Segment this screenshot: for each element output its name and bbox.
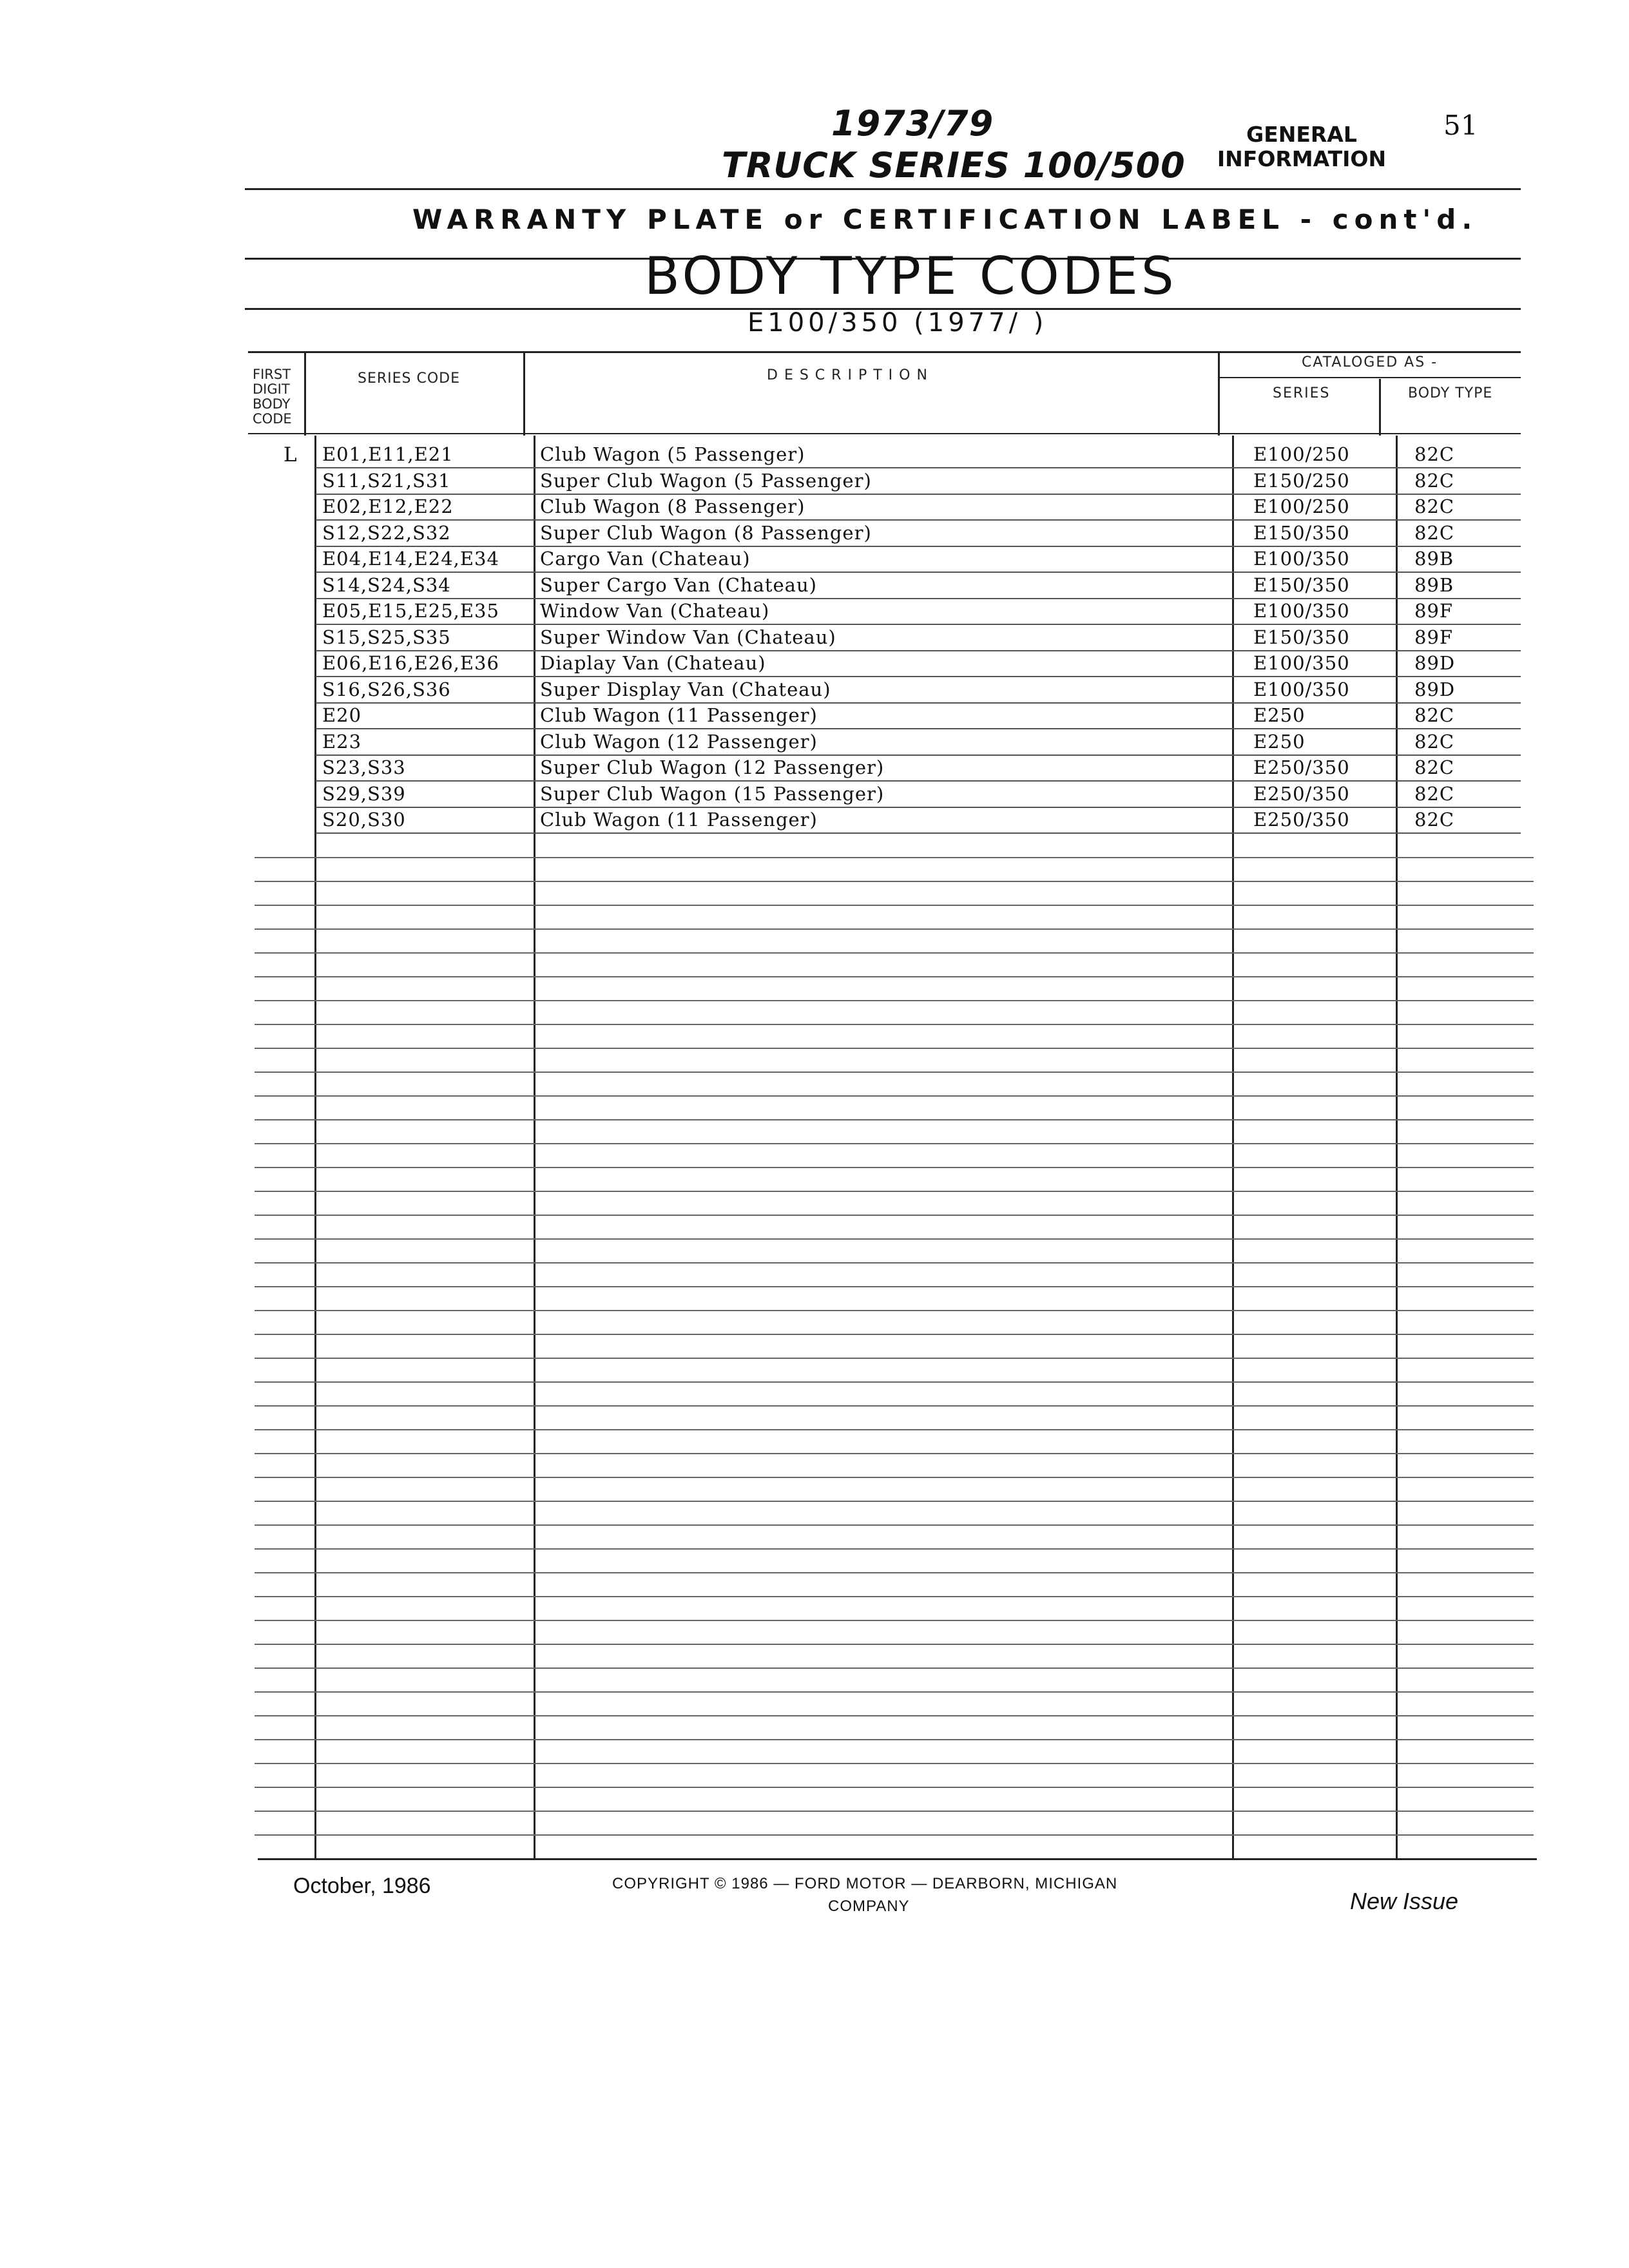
table-cell-description: Window Van (Chateau)	[540, 600, 770, 622]
series-code-header: SERIES CODE	[358, 370, 461, 387]
table-cell-description: Club Wagon (8 Passenger)	[540, 495, 805, 517]
table-cell-description: Super Club Wagon (15 Passenger)	[540, 783, 885, 805]
table-top-rule	[248, 351, 1521, 353]
table-cell-description: Club Wagon (11 Passenger)	[540, 704, 818, 726]
table-cell-series-code: S14,S24,S34	[322, 574, 451, 596]
table-cell-description: Super Cargo Van (Chateau)	[540, 574, 817, 596]
blank-rule	[255, 1596, 1534, 1597]
blank-rule	[255, 1739, 1534, 1740]
page-title: BODY TYPE CODES	[644, 246, 1177, 306]
blank-rule	[255, 1429, 1534, 1430]
blank-rule	[255, 1834, 1534, 1836]
table-cell-description: Super Window Van (Chateau)	[540, 626, 836, 648]
table-cell-series: E150/350	[1253, 522, 1350, 544]
first-digit-header-line2: DIGIT	[253, 381, 290, 397]
table-cell-series-code: E01,E11,E21	[322, 443, 454, 465]
table-cell-series-code: S12,S22,S32	[322, 522, 451, 544]
row-rule	[316, 494, 1521, 495]
blank-rule	[255, 1763, 1534, 1764]
table-cell-description: Super Display Van (Chateau)	[540, 678, 831, 700]
table-cell-series: E250/350	[1253, 783, 1350, 805]
blank-rule	[255, 1310, 1534, 1311]
table-cell-body-type: 82C	[1414, 522, 1455, 544]
first-digit-value: L	[284, 443, 297, 466]
table-cell-description: Club Wagon (11 Passenger)	[540, 809, 818, 831]
row-rule	[316, 728, 1521, 729]
table-cell-description: Cargo Van (Chateau)	[540, 548, 751, 570]
body-col-line-3	[1232, 436, 1234, 1860]
blank-rule	[255, 1095, 1534, 1097]
blank-rule	[255, 905, 1534, 906]
table-cell-description: Club Wagon (12 Passenger)	[540, 731, 818, 753]
table-cell-series-code: E20	[322, 704, 362, 726]
table-cell-series-code: S23,S33	[322, 756, 406, 778]
section-label-line2: INFORMATION	[1217, 146, 1387, 171]
first-digit-divider	[304, 353, 306, 436]
blank-rule	[255, 1191, 1534, 1192]
table-cell-series-code: E06,E16,E26,E36	[322, 652, 499, 674]
table-cell-series: E150/350	[1253, 626, 1350, 648]
table-cell-body-type: 89D	[1414, 678, 1456, 700]
table-cell-series-code: S29,S39	[322, 783, 406, 805]
years-heading: 1973/79	[831, 103, 994, 144]
table-cell-series-code: E23	[322, 731, 362, 753]
blank-rule	[255, 1691, 1534, 1693]
table-cell-series: E100/350	[1253, 678, 1350, 700]
table-cell-series: E100/350	[1253, 600, 1350, 622]
footer-date: October, 1986	[293, 1874, 431, 1898]
blank-rule	[255, 1501, 1534, 1502]
footer-company: COMPANY	[828, 1898, 910, 1915]
table-cell-body-type: 82C	[1414, 756, 1455, 778]
body-col-line-2	[534, 436, 535, 1860]
first-digit-header-line1: FIRST	[253, 367, 291, 382]
blank-rule	[255, 1453, 1534, 1454]
blank-rule	[255, 1358, 1534, 1359]
row-rule	[316, 624, 1521, 625]
body-type-header: BODY TYPE	[1408, 385, 1493, 401]
table-cell-series-code: E02,E12,E22	[322, 495, 454, 517]
table-cell-series: E250/350	[1253, 756, 1350, 778]
cataloged-rule	[1218, 377, 1521, 378]
row-rule	[316, 598, 1521, 599]
section-label-line1: GENERAL	[1246, 122, 1357, 147]
table-cell-series-code: E04,E14,E24,E34	[322, 548, 499, 570]
table-cell-body-type: 82C	[1414, 731, 1455, 753]
row-rule	[316, 467, 1521, 468]
blank-rule	[255, 1644, 1534, 1645]
blank-rule	[255, 1381, 1534, 1383]
table-cell-series-code: E05,E15,E25,E35	[322, 600, 499, 622]
blank-rule	[255, 857, 1534, 858]
table-bottom-rule	[258, 1858, 1537, 1860]
blank-rule	[255, 1048, 1534, 1049]
table-cell-series: E150/250	[1253, 470, 1350, 492]
row-rule	[316, 572, 1521, 573]
table-cell-body-type: 89D	[1414, 652, 1456, 674]
table-cell-series: E250	[1253, 731, 1306, 753]
blank-rule	[255, 952, 1534, 954]
table-cell-description: Super Club Wagon (5 Passenger)	[540, 470, 872, 492]
first-digit-header-line4: CODE	[253, 411, 292, 427]
blank-rule	[255, 1405, 1534, 1407]
table-cell-body-type: 82C	[1414, 470, 1455, 492]
row-rule	[316, 650, 1521, 651]
body-col-line-1	[314, 436, 316, 1860]
footer-copyright: COPYRIGHT © 1986 — FORD MOTOR — DEARBORN, MICHIGAN	[612, 1875, 1118, 1892]
table-cell-series: E100/250	[1253, 495, 1350, 517]
row-rule	[316, 702, 1521, 704]
blank-rule	[255, 1572, 1534, 1573]
row-rule	[316, 676, 1521, 677]
table-cell-series-code: S16,S26,S36	[322, 678, 451, 700]
blank-rule	[255, 1262, 1534, 1264]
blank-rule	[255, 1167, 1534, 1168]
desc-divider	[1218, 353, 1220, 436]
blank-rule	[255, 1119, 1534, 1120]
header-bottom-rule	[248, 433, 1521, 434]
table-cell-body-type: 89F	[1414, 600, 1454, 622]
blank-rule	[255, 1024, 1534, 1025]
series-title: TRUCK SERIES 100/500	[722, 145, 1186, 186]
table-cell-description: Diaplay Van (Chateau)	[540, 652, 766, 674]
first-digit-header-line3: BODY	[253, 396, 291, 412]
row-rule	[316, 832, 1521, 834]
blank-rule	[255, 1477, 1534, 1478]
blank-rule	[255, 1620, 1534, 1621]
row-rule	[316, 754, 1521, 756]
blank-rule	[255, 1548, 1534, 1550]
table-cell-series-code: S11,S21,S31	[322, 470, 451, 492]
blank-rule	[255, 1667, 1534, 1669]
body-col-line-4	[1396, 436, 1398, 1860]
table-cell-series: E100/250	[1253, 443, 1350, 465]
blank-rule	[255, 1143, 1534, 1144]
footer-issue: New Issue	[1350, 1888, 1459, 1914]
blank-rule	[255, 1715, 1534, 1716]
blank-rule	[255, 1238, 1534, 1240]
blank-rule	[255, 1215, 1534, 1216]
blank-rule	[255, 1787, 1534, 1788]
table-cell-body-type: 82C	[1414, 783, 1455, 805]
table-cell-series-code: S15,S25,S35	[322, 626, 451, 648]
table-cell-body-type: 82C	[1414, 809, 1455, 831]
blank-rule	[255, 928, 1534, 930]
table-cell-body-type: 82C	[1414, 443, 1455, 465]
table-cell-description: Club Wagon (5 Passenger)	[540, 443, 805, 465]
blank-rule	[255, 1524, 1534, 1526]
blank-rule	[255, 1072, 1534, 1073]
table-cell-series: E100/350	[1253, 652, 1350, 674]
table-cell-series: E250	[1253, 704, 1306, 726]
blank-rule	[255, 1000, 1534, 1001]
warranty-heading: WARRANTY PLATE or CERTIFICATION LABEL - cont'd.	[412, 204, 1478, 235]
blank-rule	[255, 976, 1534, 977]
page-number: 51	[1443, 110, 1478, 141]
table-cell-body-type: 82C	[1414, 704, 1455, 726]
table-cell-series: E250/350	[1253, 809, 1350, 831]
row-rule	[316, 780, 1521, 782]
row-rule	[316, 807, 1521, 808]
cataloged-as-header: CATALOGED AS -	[1302, 354, 1438, 370]
series-divider	[523, 353, 525, 436]
model-range: E100/350 (1977/ )	[747, 308, 1048, 338]
table-cell-series-code: S20,S30	[322, 809, 406, 831]
blank-rule	[255, 1811, 1534, 1812]
cat-divider	[1379, 379, 1381, 436]
table-cell-series: E100/350	[1253, 548, 1350, 570]
first-digit-header	[253, 367, 304, 427]
table-cell-description: Super Club Wagon (12 Passenger)	[540, 756, 885, 778]
row-rule	[316, 519, 1521, 521]
table-cell-body-type: 89B	[1414, 574, 1454, 596]
table-cell-body-type: 82C	[1414, 495, 1455, 517]
blank-rule	[255, 881, 1534, 882]
row-rule	[316, 546, 1521, 547]
table-cell-body-type: 89B	[1414, 548, 1454, 570]
header-rule	[245, 188, 1521, 190]
blank-rule	[255, 1334, 1534, 1335]
cataloged-series-header: SERIES	[1273, 385, 1331, 401]
table-cell-body-type: 89F	[1414, 626, 1454, 648]
table-cell-description: Super Club Wagon (8 Passenger)	[540, 522, 872, 544]
table-cell-series: E150/350	[1253, 574, 1350, 596]
blank-rule	[255, 1286, 1534, 1287]
section-label	[1205, 122, 1398, 171]
description-header: DESCRIPTION	[767, 367, 934, 383]
